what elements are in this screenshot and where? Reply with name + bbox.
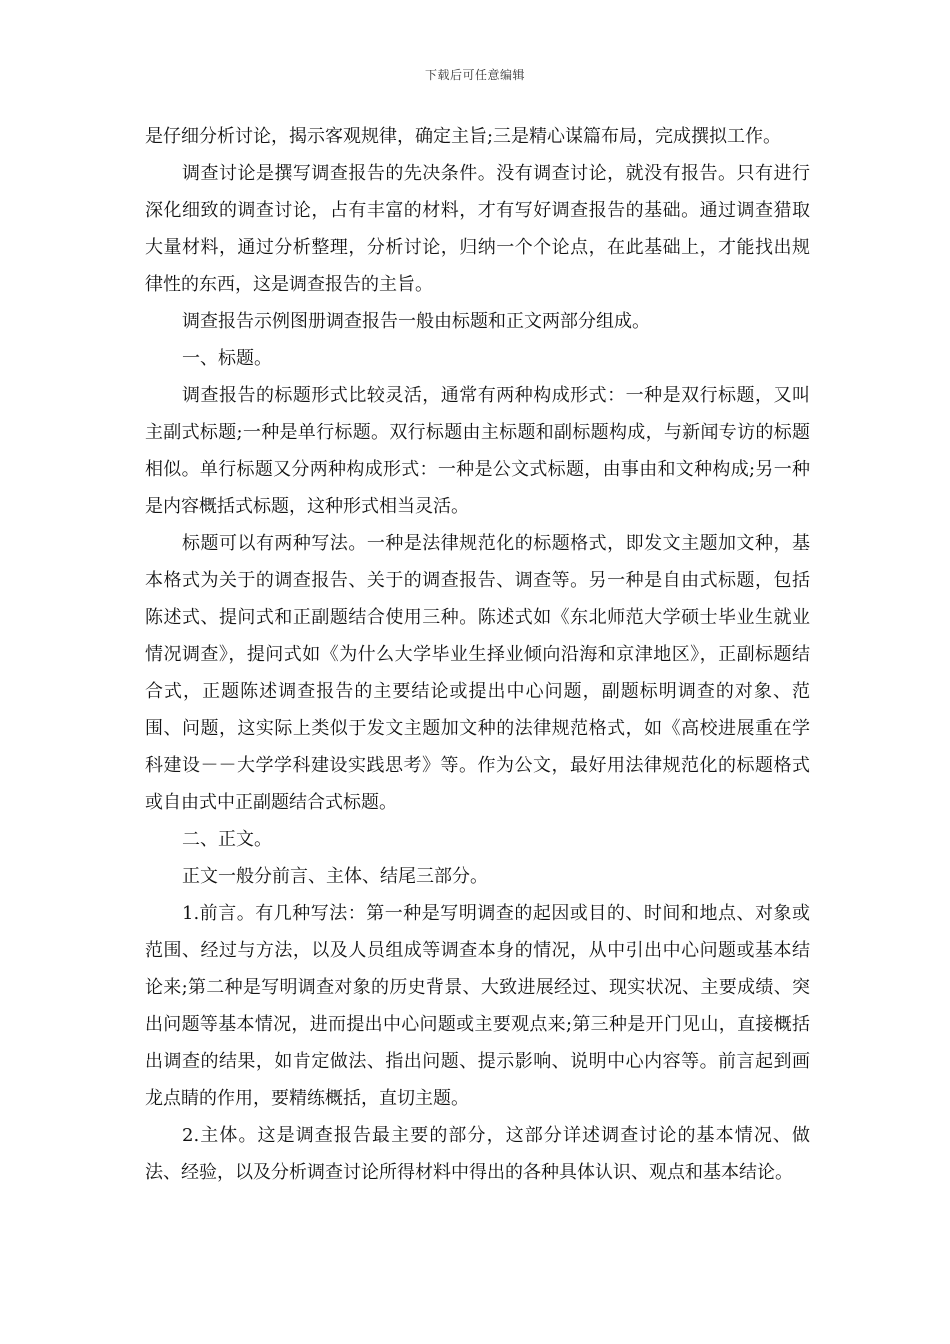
paragraph: 正文一般分前言、主体、结尾三部分。: [182, 866, 488, 887]
section-heading: 二、正文。: [182, 829, 272, 850]
paragraph: 1.前言。有几种写法：第一种是写明调查的起因或目的、时间和地点、对象或范围、经过与方法，以及人员组成等调查本身的情况，从中引出中心问题或基本结论来;第二种是写明调查对象的历史背景、大致进展经过、现实状况、主要成绩、突出问题等基本情况，进而提出中心问题或主要观点来;第三种是开门见山，直接概括出调查的结果，如肯定做法、指出问题、提示影响、说明中心内容等。前言起到画龙点睛的作用，要精练概括，直切主题。: [145, 903, 810, 1109]
section-heading: 一、标题。: [182, 348, 272, 369]
paragraph: 是仔细分析讨论，揭示客观规律，确定主旨;三是精心谋篇布局，完成撰拟工作。: [145, 126, 782, 147]
document-body: [145, 118, 810, 1191]
paragraph: 调查报告的标题形式比较灵活，通常有两种构成形式：一种是双行标题，又叫主副式标题;一种是单行标题。双行标题由主标题和副标题构成，与新闻专访的标题相似。单行标题又分两种构成形式：一种是公文式标题，由事由和文种构成;另一种是内容概括式标题，这种形式相当灵活。: [145, 385, 810, 517]
paragraph: 2.主体。这是调查报告最主要的部分，这部分详述调查讨论的基本情况、做法、经验，以及分析调查讨论所得材料中得出的各种具体认识、观点和基本结论。: [145, 1125, 810, 1183]
page-header: 下载后可任意编辑: [424, 68, 525, 82]
paragraph: 标题可以有两种写法。一种是法律规范化的标题格式，即发文主题加文种，基本格式为关于的调查报告、关于的调查报告、调查等。另一种是自由式标题，包括陈述式、提问式和正副题结合使用三种。陈述式如《东北师范大学硕士毕业生就业情况调查》，提问式如《为什么大学毕业生择业倾向沿海和京津地区》，正副标题结合式，正题陈述调查报告的主要结论或提出中心问题，副题标明调查的对象、范围、问题，这实际上类似于发文主题加文种的法律规范格式，如《高校进展重在学科建设－－大学学科建设实践思考》等。作为公文，最好用法律规范化的标题格式或自由式中正副题结合式标题。: [145, 533, 810, 813]
paragraph: 调查报告示例图册调查报告一般由标题和正文两部分组成。: [182, 311, 650, 332]
paragraph: 调查讨论是撰写调查报告的先决条件。没有调查讨论，就没有报告。只有进行深化细致的调查讨论，占有丰富的材料，才有写好调查报告的基础。通过调查猎取大量材料，通过分析整理，分析讨论，归纳一个个论点，在此基础上，才能找出规律性的东西，这是调查报告的主旨。: [145, 163, 810, 295]
